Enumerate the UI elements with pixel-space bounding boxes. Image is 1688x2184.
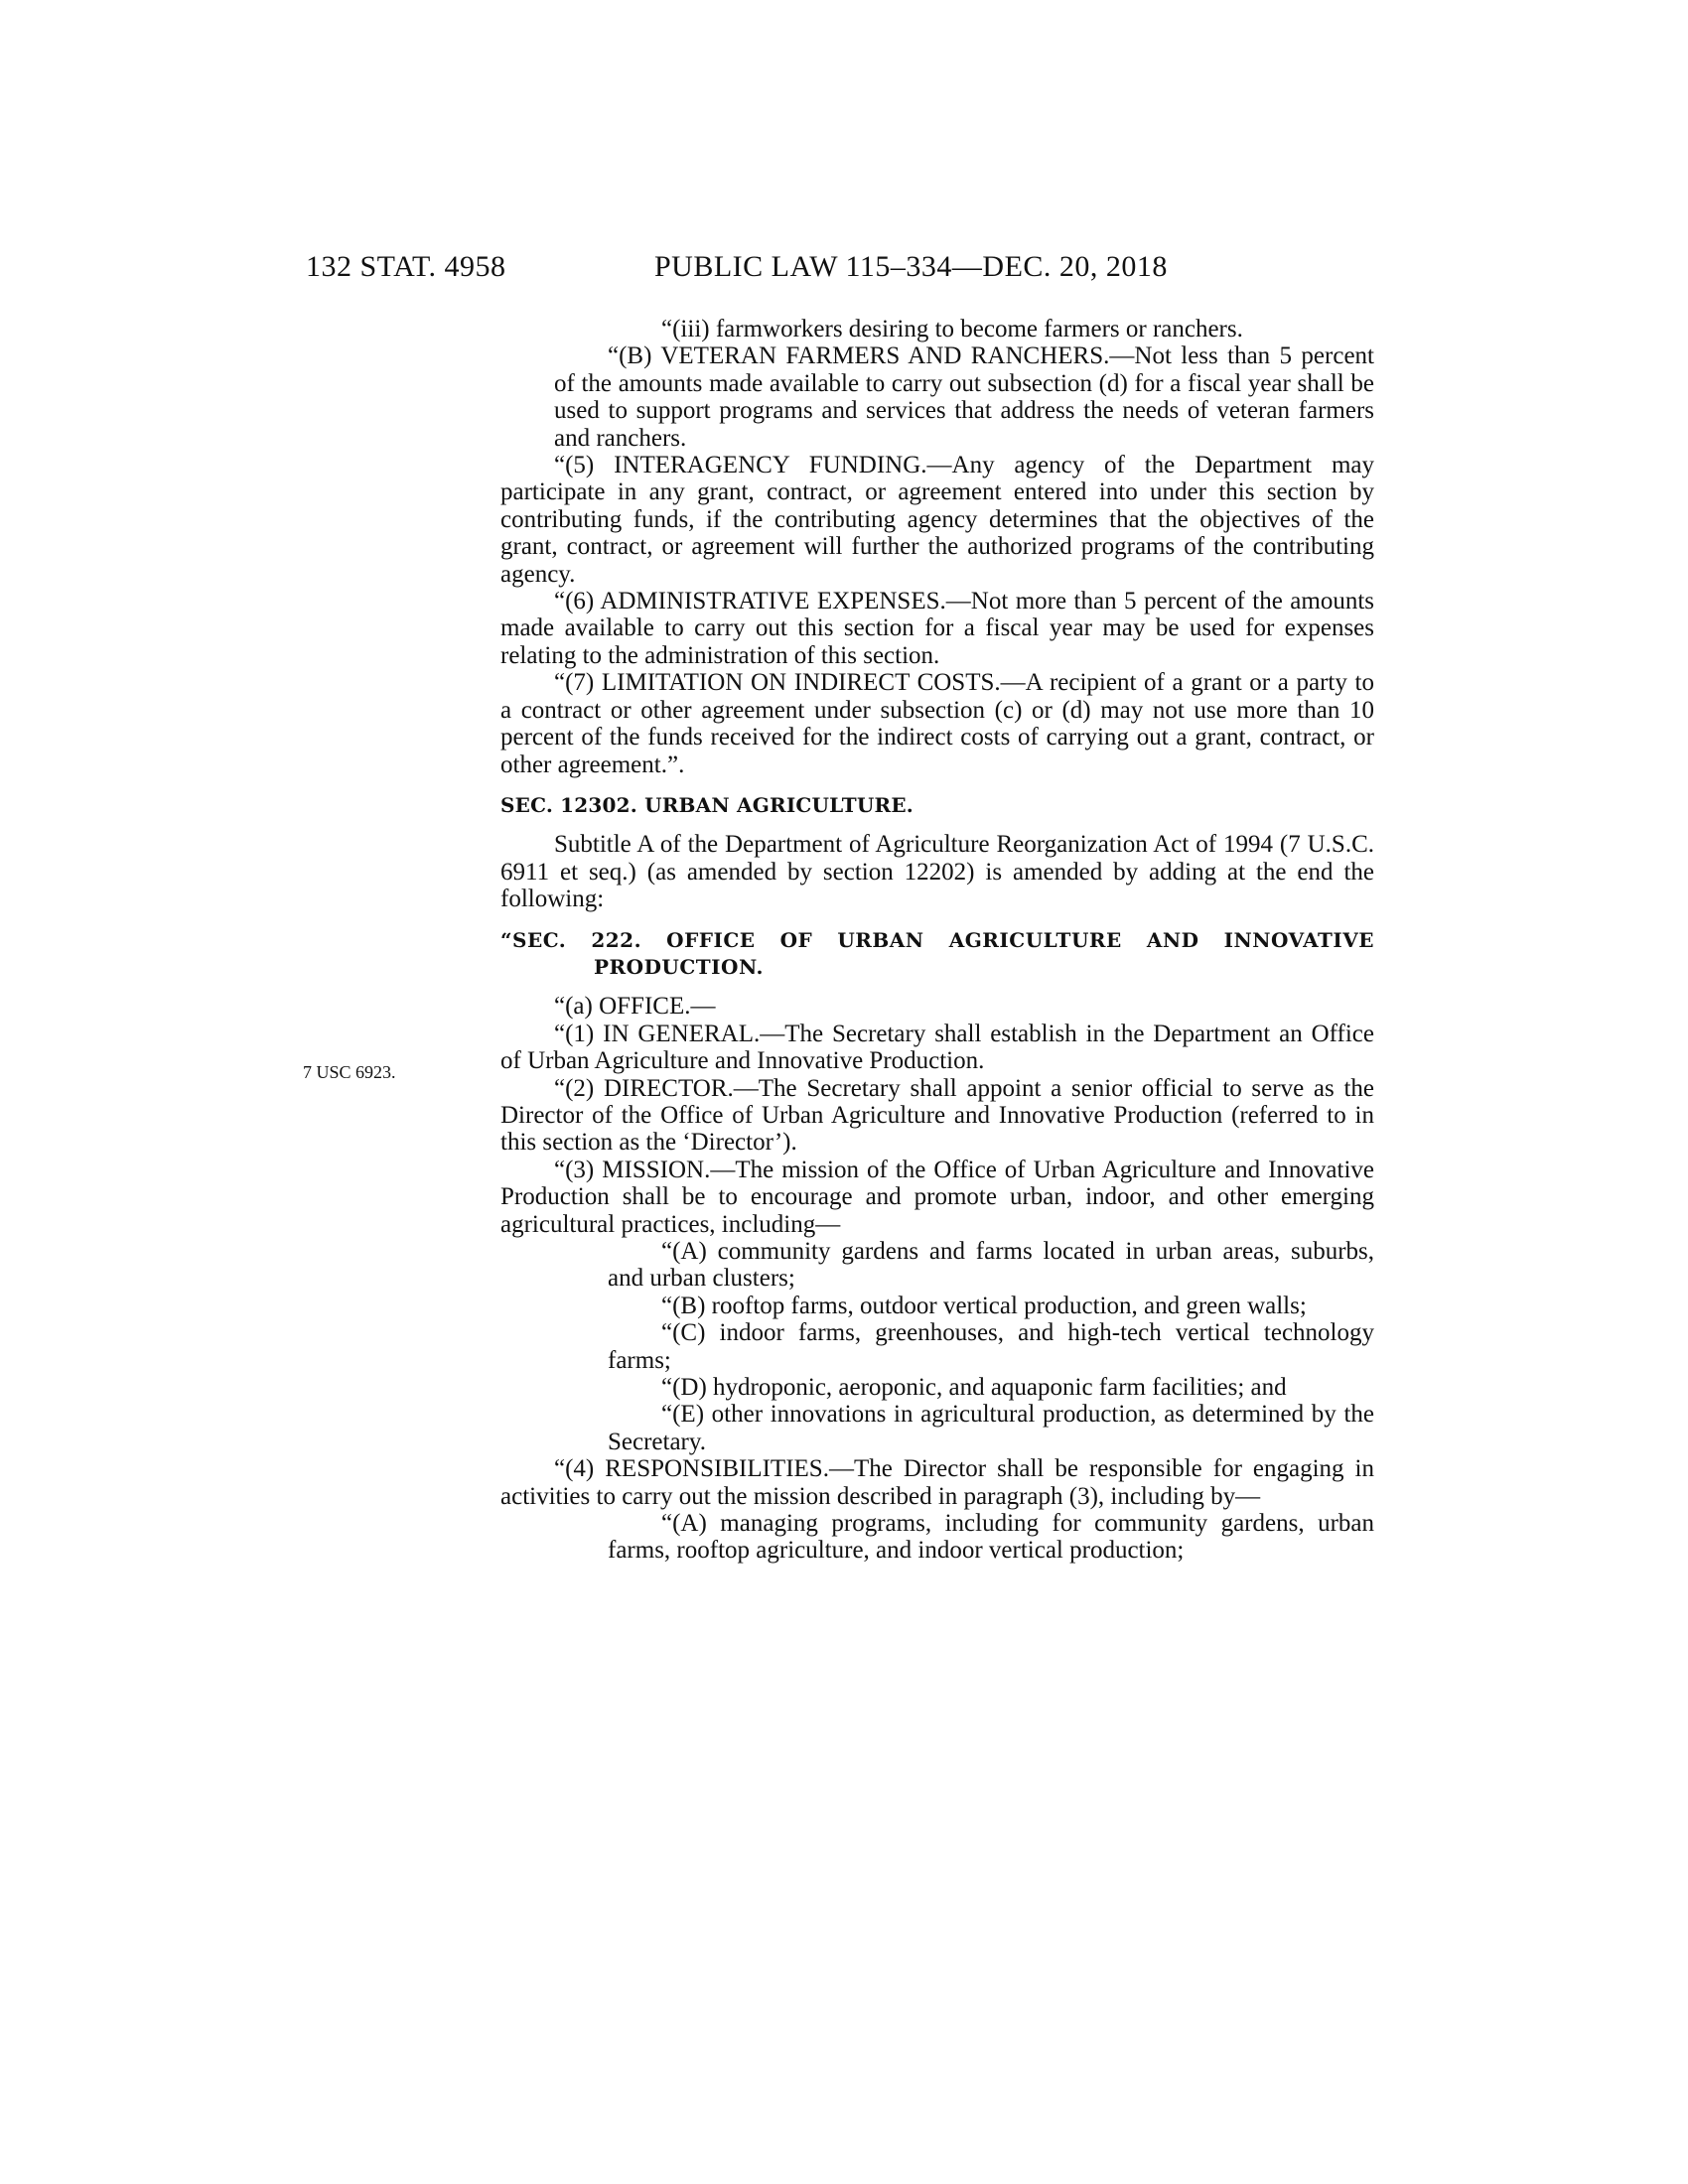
paragraph-4-responsibilities: “(4) RESPONSIBILITIES.—The Director shall be responsible for engaging in activities to carry out the mission described in paragraph (3), including by— <box>500 1455 1374 1510</box>
item-3D: “(D) hydroponic, aeroponic, and aquaponic farm facilities; and <box>661 1374 1287 1402</box>
paragraph-7-indirect: “(7) LIMITATION ON INDIRECT COSTS.—A recipient of a grant or a party to a contract or other agreement under subsection (c) or (d) may not use more than 10 percent of the funds received for the indirect costs of carrying out a grant, contract, or other agreement.”. <box>500 669 1374 778</box>
stat-page-number: 132 STAT. 4958 <box>306 250 506 283</box>
statute-body <box>500 316 1374 1565</box>
paragraph-subtitle-a: Subtitle A of the Department of Agriculture Reorganization Act of 1994 (7 U.S.C. 6911 et seq.) (as amended by section 12202) is amended by adding at the end the following: <box>500 831 1374 913</box>
margin-citation: 7 USC 6923. <box>303 1062 396 1082</box>
item-3B: “(B) rooftop farms, outdoor vertical production, and green walls; <box>661 1292 1307 1319</box>
item-4A: “(A) managing programs, including for community gardens, urban farms, rooftop agriculture, and indoor vertical production; <box>608 1510 1374 1565</box>
paragraph-iii: “(iii) farmworkers desiring to become farmers or ranchers. <box>661 316 1243 342</box>
paragraph-2-director: “(2) DIRECTOR.—The Secretary shall appoint a senior official to serve as the Director of the Office of Urban Agriculture and Innovative Production (referred to in this section as the ‘Director’). <box>500 1074 1374 1157</box>
section-heading-12302: SEC. 12302. URBAN AGRICULTURE. <box>500 792 914 817</box>
item-3E: “(E) other innovations in agricultural production, as determined by the Secretary. <box>608 1401 1374 1455</box>
section-heading-222: “SEC. 222. OFFICE OF URBAN AGRICULTURE AND INNOVATIVE PRODUCTION. <box>500 927 1374 979</box>
paragraph-B-veteran: “(B) VETERAN FARMERS AND RANCHERS.—Not less than 5 percent of the amounts made available to carry out subsection (d) for a fiscal year shall be used to support programs and services that address the needs of veteran farmers and ranchers. <box>554 342 1374 452</box>
item-3A: “(A) community gardens and farms located in urban areas, suburbs, and urban clusters; <box>608 1238 1374 1293</box>
subsection-a-office: “(a) OFFICE.— <box>554 993 716 1021</box>
item-3C: “(C) indoor farms, greenhouses, and high-tech vertical technology farms; <box>608 1319 1374 1374</box>
running-header: PUBLIC LAW 115–334—DEC. 20, 2018 <box>654 250 1168 283</box>
paragraph-1-general: “(1) IN GENERAL.—The Secretary shall establish in the Department an Office of Urban Agriculture and Innovative Production. <box>500 1020 1374 1075</box>
paragraph-5-interagency: “(5) INTERAGENCY FUNDING.—Any agency of the Department may participate in any grant, contract, or agreement entered into under this section by contributing funds, if the contributing agency determines that the objectives of the grant, contract, or agreement will further the authorized programs of the contributing agency. <box>500 452 1374 588</box>
paragraph-3-mission: “(3) MISSION.—The mission of the Office of Urban Agriculture and Innovative Production shall be to encourage and promote urban, indoor, and other emerging agricultural practices, including— <box>500 1156 1374 1238</box>
paragraph-6-admin: “(6) ADMINISTRATIVE EXPENSES.—Not more than 5 percent of the amounts made available to carry out this section for a fiscal year may be used for expenses relating to the administration of this section. <box>500 588 1374 669</box>
